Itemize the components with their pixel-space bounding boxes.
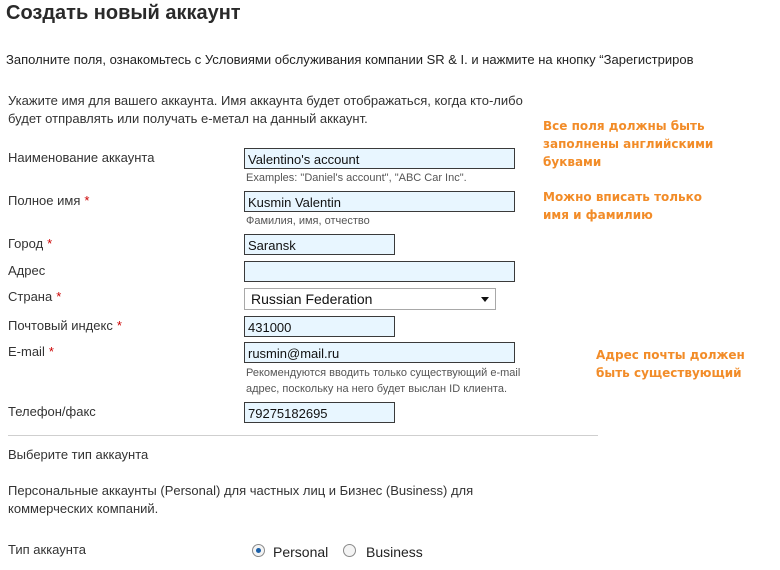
- phone-label: [8, 404, 96, 419]
- name-note-line1: Можно вписать только: [543, 190, 703, 204]
- chevron-down-icon[interactable]: [481, 297, 489, 302]
- country-label-text: Страна: [8, 289, 53, 304]
- page-intro: Заполните поля, ознакомьтесь с Условиями обслуживания компании SR & I. и нажмите на кнопку “Зарегистриров: [6, 52, 694, 67]
- account-type-heading: Выберите тип аккаунта: [8, 447, 149, 462]
- email-hint-line1: Рекомендуются вводить только существующий e-mail: [246, 367, 521, 379]
- full-name-label: [8, 193, 89, 208]
- section-divider: [8, 435, 598, 436]
- email-exists-note: [596, 346, 745, 382]
- city-label: [8, 236, 52, 251]
- email-input[interactable]: [244, 342, 515, 363]
- full-name-label-text: Полное имя: [8, 193, 81, 208]
- account-description-line1: Укажите имя для вашего аккаунта. Имя аккаунта будет отображаться, когда кто-либо: [8, 93, 523, 108]
- required-mark: *: [116, 318, 122, 333]
- account-name-label: [8, 150, 154, 165]
- business-radio-label[interactable]: Business: [366, 544, 423, 560]
- required-mark: *: [56, 289, 62, 304]
- english-note-line2: заполнены английскими: [543, 137, 714, 151]
- country-selected-value: Russian Federation: [251, 291, 373, 307]
- email-note-line2: быть существующий: [596, 366, 742, 380]
- email-label-text: E-mail: [8, 344, 45, 359]
- account-type-label: Тип аккаунта: [8, 542, 86, 557]
- account-name-input[interactable]: [244, 148, 515, 169]
- account-description-line2: будет отправлять или получать e-метал на данный аккаунт.: [8, 111, 368, 126]
- email-hint-line2: адрес, поскольку на него будет выслан ID клиента.: [246, 383, 508, 395]
- postal-code-input[interactable]: [244, 316, 395, 337]
- email-note-line1: Адрес почты должен: [596, 348, 745, 362]
- postal-code-label: [8, 318, 122, 333]
- address-label-text: Адрес: [8, 263, 46, 278]
- name-only-note: [543, 188, 702, 224]
- full-name-input[interactable]: [244, 191, 515, 212]
- page-title: Создать новый аккаунт: [6, 2, 241, 24]
- city-input[interactable]: [244, 234, 395, 255]
- email-label: [8, 344, 54, 359]
- country-select[interactable]: [244, 288, 496, 310]
- english-letters-note: [543, 117, 713, 171]
- english-note-line1: Все поля должны быть: [543, 119, 705, 133]
- address-label: [8, 263, 45, 278]
- name-note-line2: имя и фамилию: [543, 208, 653, 222]
- full-name-hint: Фамилия, имя, отчество: [246, 215, 370, 227]
- account-name-label-text: Наименование аккаунта: [8, 150, 155, 165]
- business-radio[interactable]: [343, 544, 356, 557]
- phone-label-text: Телефон/факс: [8, 404, 96, 419]
- phone-input[interactable]: [244, 402, 395, 423]
- personal-radio[interactable]: [252, 544, 265, 557]
- account-name-hint: Examples: "Daniel's account", "ABC Car Inc".: [246, 172, 467, 184]
- account-type-description-line2: коммерческих компаний.: [8, 501, 159, 516]
- address-input[interactable]: [244, 261, 515, 282]
- required-mark: *: [48, 344, 54, 359]
- postal-code-label-text: Почтовый индекс: [8, 318, 113, 333]
- required-mark: *: [47, 236, 53, 251]
- country-label: [8, 289, 61, 304]
- required-mark: *: [84, 193, 90, 208]
- personal-radio-label[interactable]: Personal: [273, 544, 329, 560]
- city-label-text: Город: [8, 236, 44, 251]
- account-type-description-line1: Персональные аккаунты (Personal) для частных лиц и Бизнес (Business) для: [8, 483, 474, 498]
- english-note-line3: буквами: [543, 155, 602, 169]
